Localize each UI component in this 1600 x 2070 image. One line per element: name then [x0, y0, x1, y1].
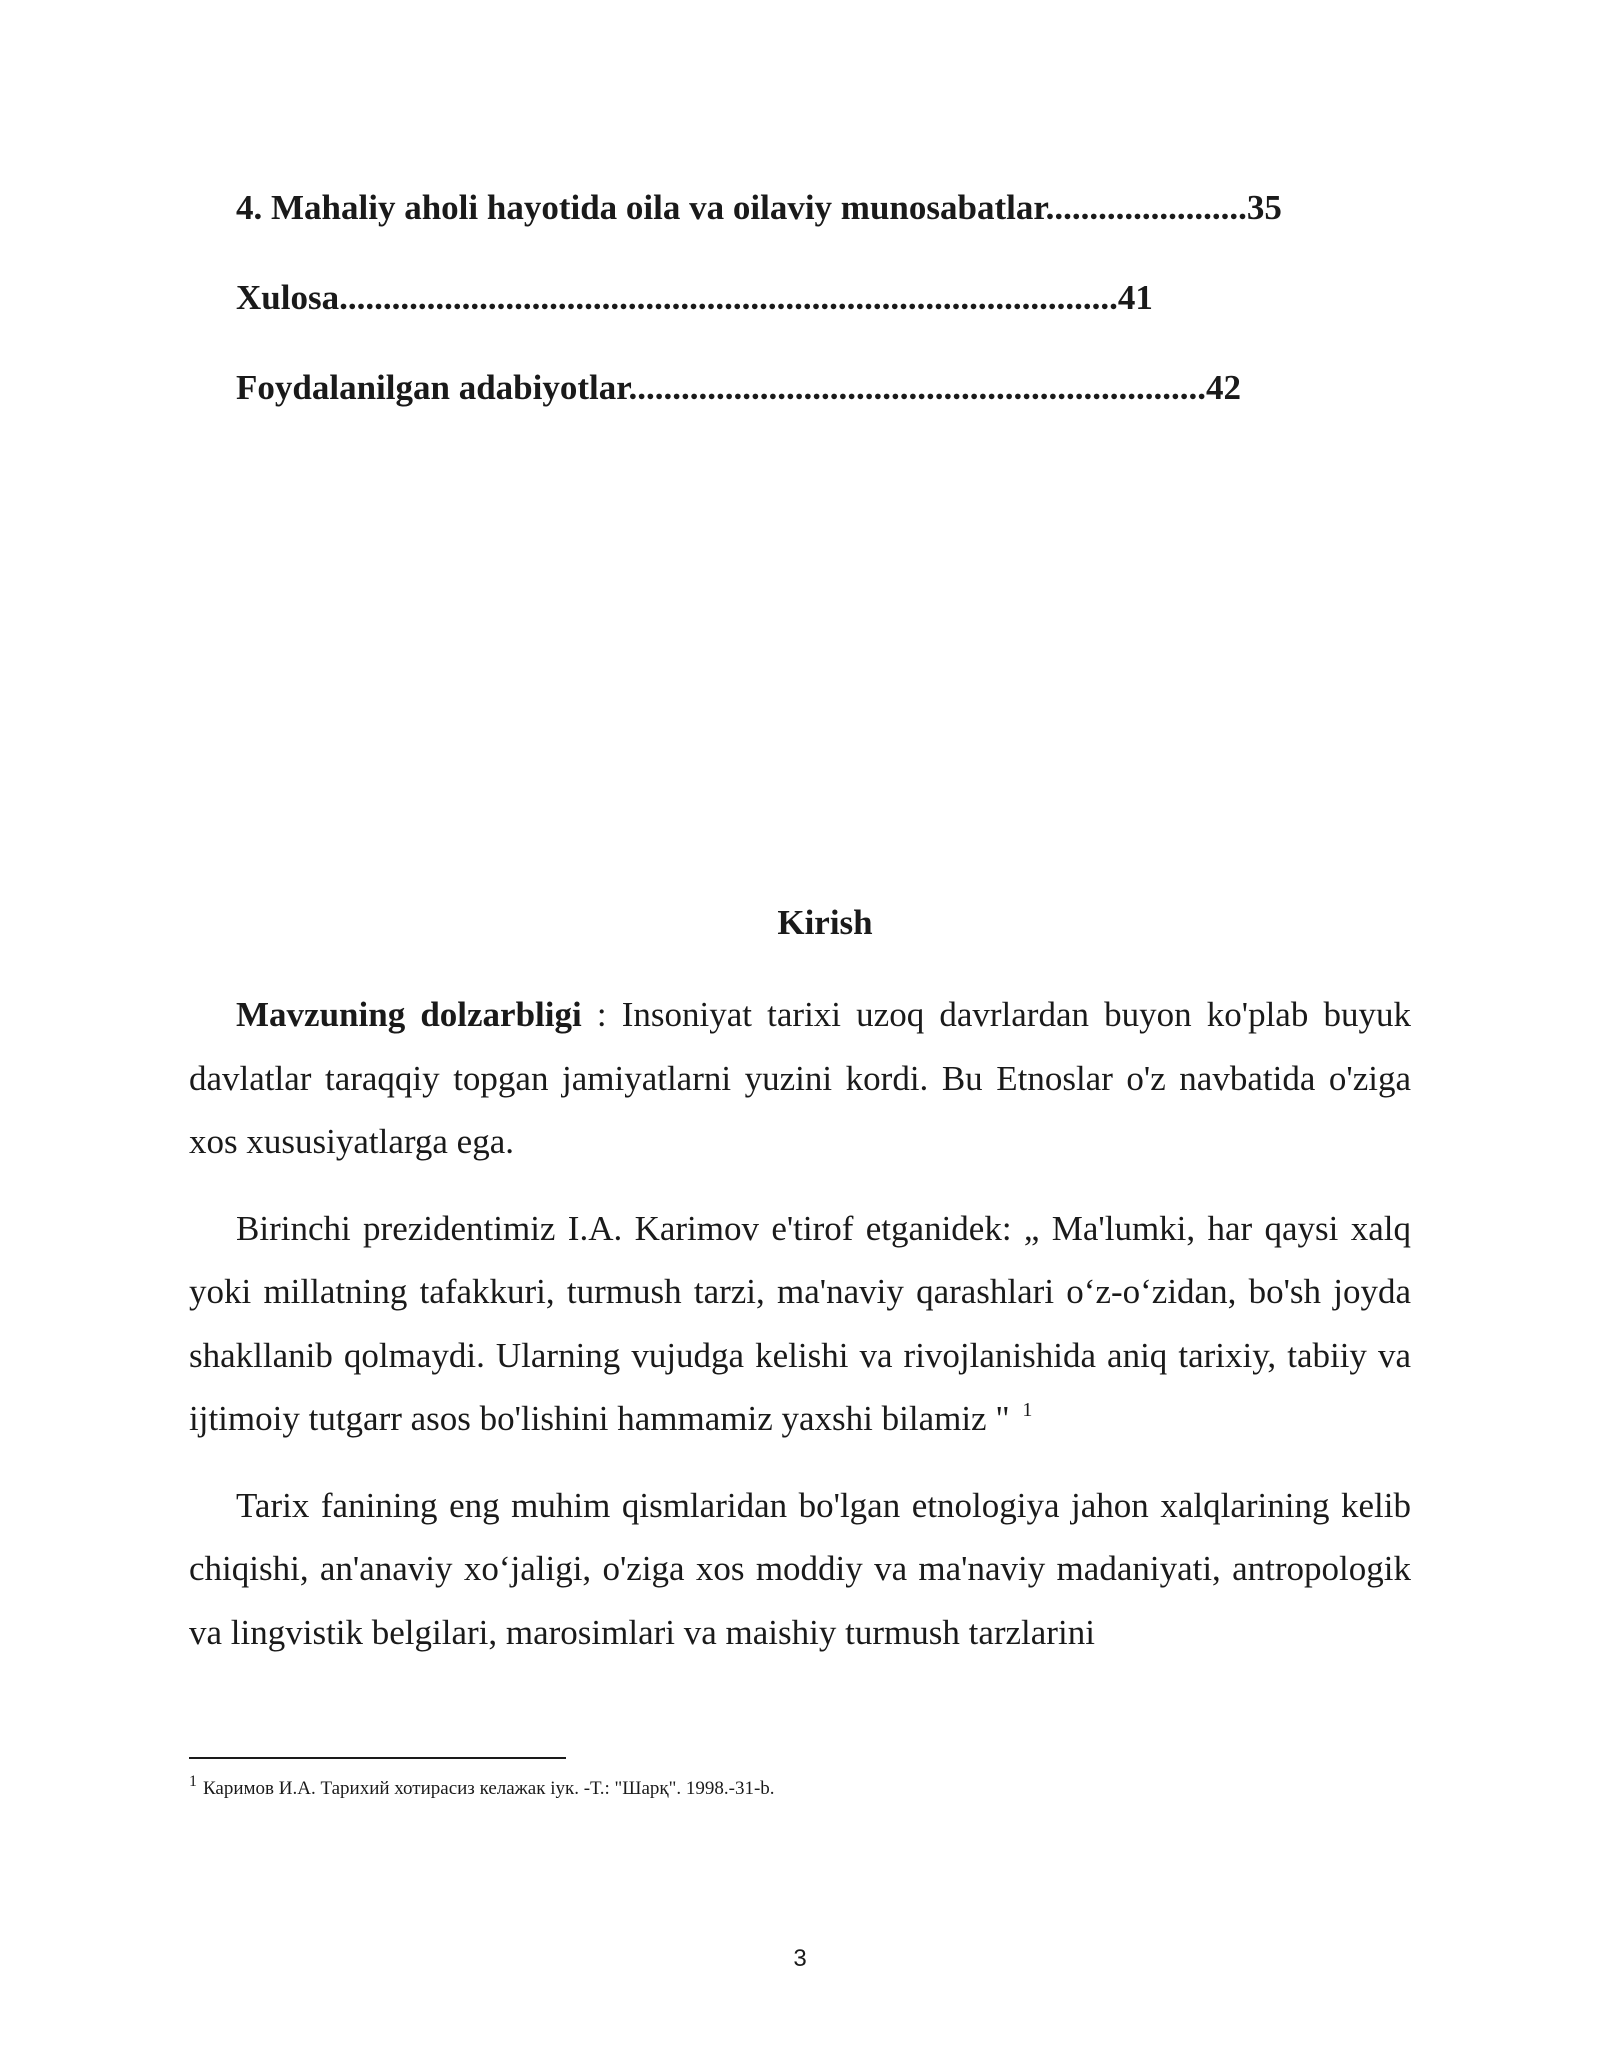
toc-entry: Foydalanilgan adabiyotlar..................................................................42: [236, 368, 1242, 407]
table-of-contents: [236, 185, 1436, 455]
body-text: [189, 983, 1411, 1687]
footnote-separator: [189, 1757, 566, 1759]
paragraph-ethnology: [189, 1474, 1411, 1665]
footnote-number: 1: [189, 1773, 197, 1790]
footnote-text: Каримов И.А. Тарихий хотирасиз келажак іук. -Т.: "Шарқ". 1998.-31-b.: [203, 1778, 775, 1799]
paragraph-text: Birinchi prezidentimiz I.A. Karimov e'tirof etganidek: „ Ma'lumki, har qaysi xalq yoki millatning tafakkuri, turmush tarzi, ma'naviy qarashlari o‘z-o‘zidan, bo'sh joyda shakllanib qolmaydi. Ularning vujudga kelishi va rivojlanishida aniq tarixiy, tabiiy va ijtimoiy tutgarr asos bo'lishini hammamiz yaxshi bilamiz ": [189, 1208, 1411, 1438]
paragraph-relevance: [189, 983, 1411, 1174]
paragraph-quote: [189, 1197, 1411, 1451]
toc-entry: Xulosa.........................................................................................41: [236, 278, 1153, 317]
toc-entry: 4. Mahaliy aholi hayotida oila va oilaviy munosabatlar.......................35: [236, 188, 1282, 227]
footnote: [189, 1775, 1411, 1803]
footnote-reference: 1: [1022, 1399, 1033, 1421]
section-heading: Kirish: [777, 903, 873, 942]
relevance-label: Mavzuning dolzarbligi: [236, 995, 582, 1034]
page-number: 3: [793, 1945, 807, 1972]
paragraph-text: Tarix fanining eng muhim qismlaridan bo'lgan etnologiya jahon xalqlarining kelib chiqishi, an'anaviy xo‘jaligi, o'ziga xos moddiy va ma'naviy madaniyati, antropologik va lingvistik belgilari, marosimlari va maishiy turmush tarzlarini: [189, 1485, 1411, 1652]
paragraph-text: : Insoniyat tarixi uzoq davrlardan buyon ko'plab buyuk davlatlar taraqqiy topgan jamiyatlarni yuzini kordi. Bu Etnoslar o'z navbatida o'ziga xos xususiyatlarga ega.: [189, 995, 1411, 1161]
